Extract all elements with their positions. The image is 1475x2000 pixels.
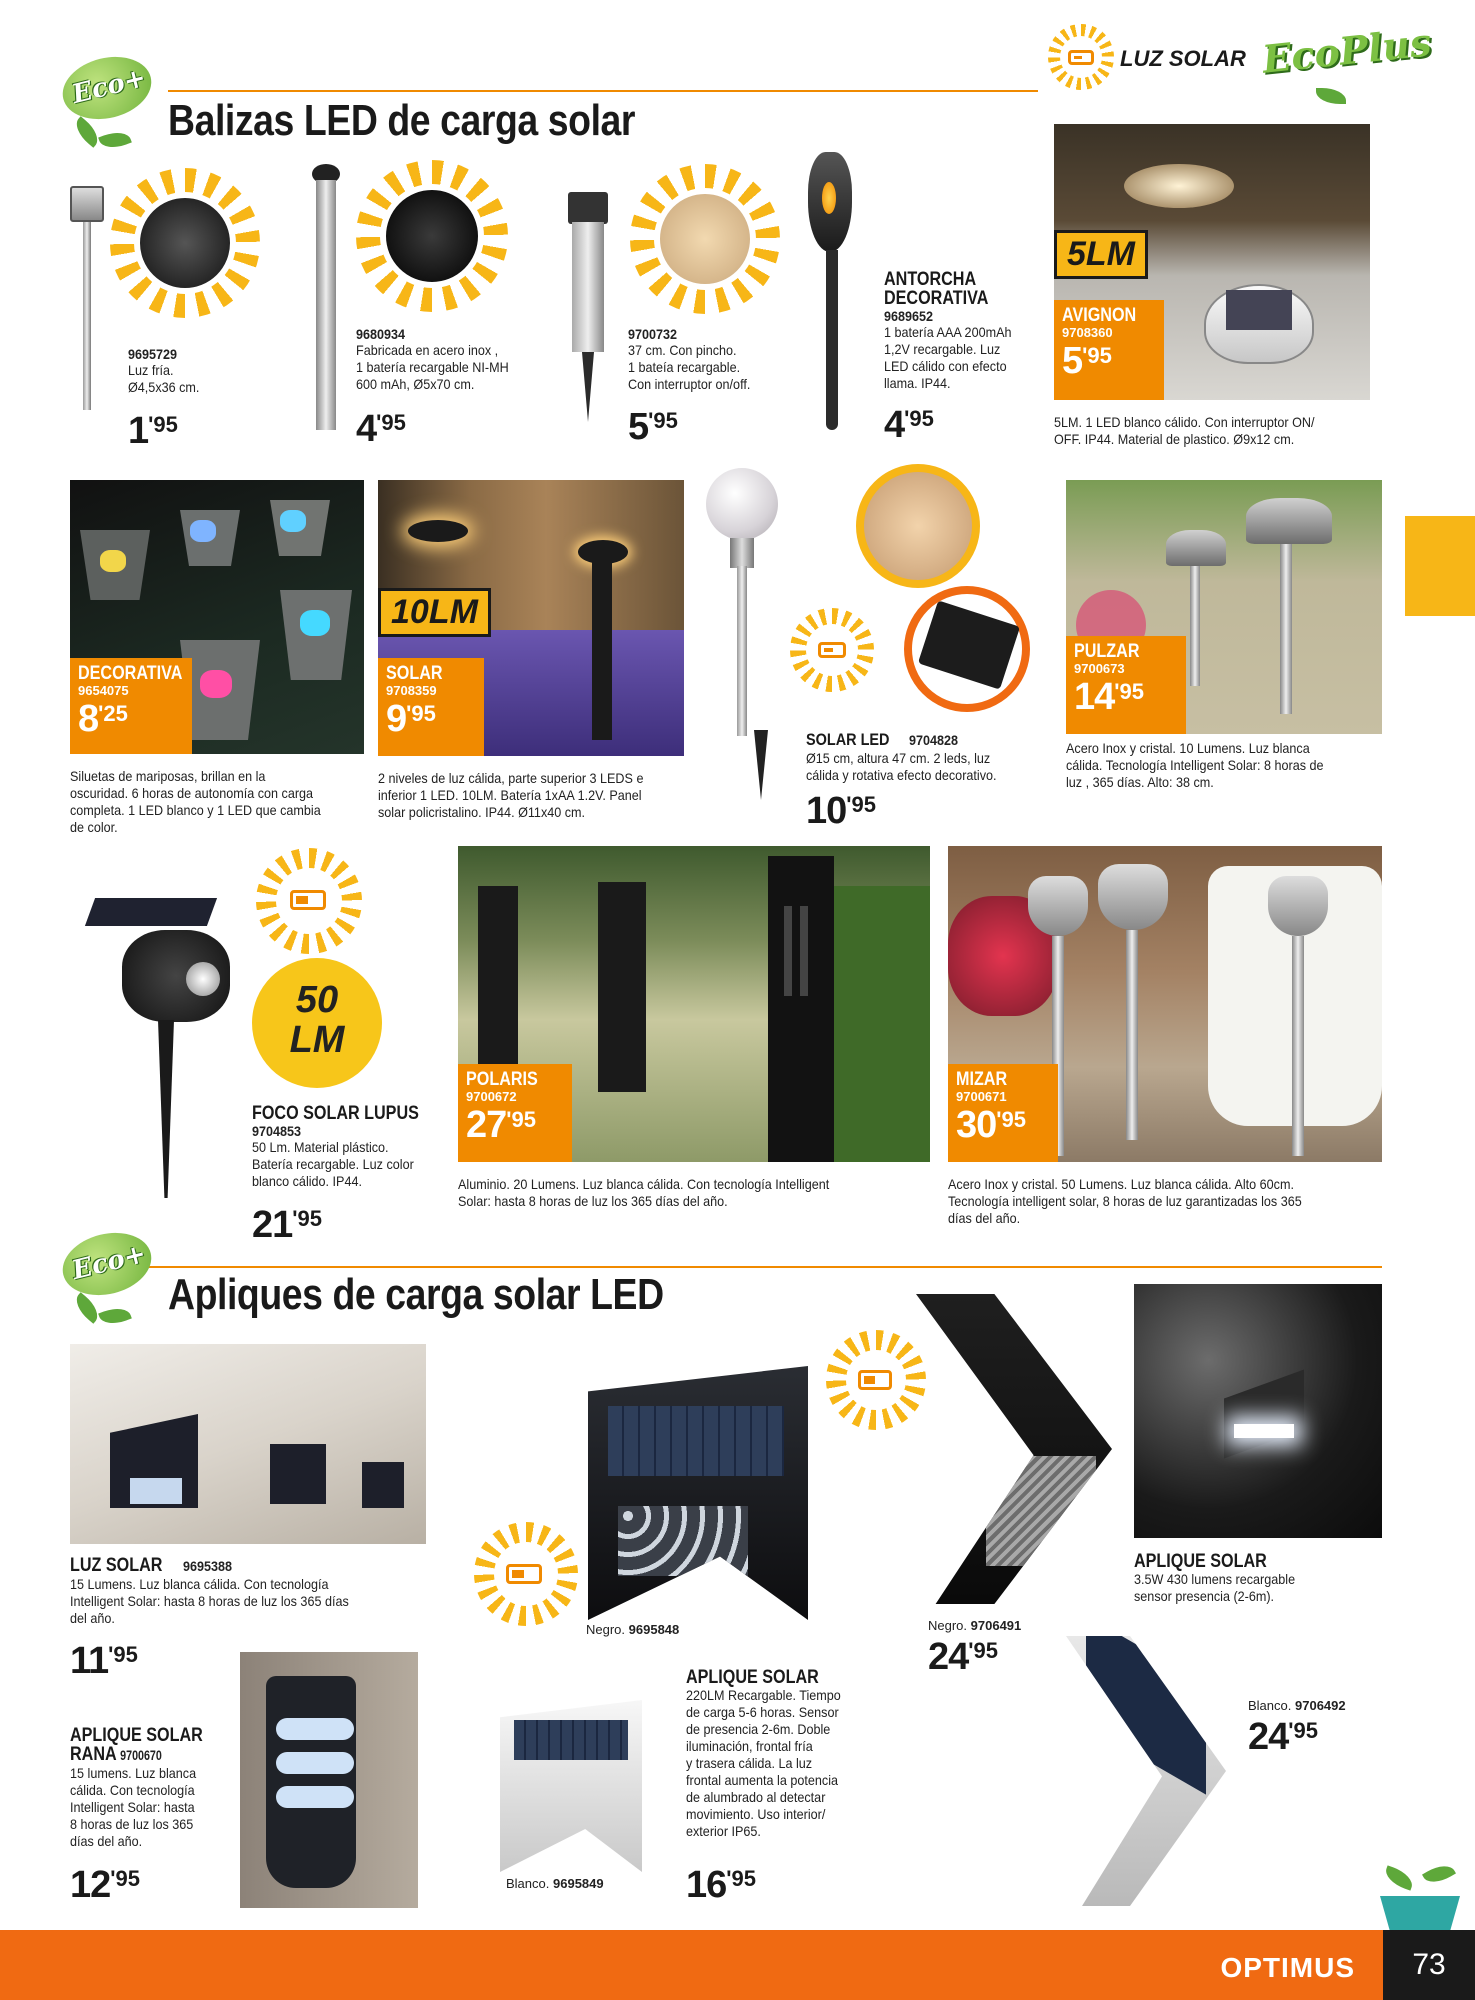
price: 24'95 [1248, 1716, 1318, 1758]
variant-negro: Negro. 9695848 [586, 1622, 680, 1637]
battery-icon [818, 642, 846, 658]
polaris-desc: Aluminio. 20 Lumens. Luz blanca cálida. Con tecnología Intelligent Solar: hasta 8 horas de luz los 365 días del año. [458, 1176, 830, 1209]
luz-solar-photo [70, 1344, 426, 1544]
product-desc: 3.5W 430 lumens recargable sensor presencia (2-6m). [1134, 1571, 1296, 1604]
globe-lamp-image [706, 468, 778, 540]
product-name: ANTORCHA DECORATIVA [884, 269, 989, 309]
ecoplus-logo: EcoPlus [1260, 19, 1434, 82]
price: 5'95 [628, 406, 678, 448]
product-name: APLIQUE SOLAR [1134, 1551, 1267, 1572]
price: 10'95 [806, 790, 876, 832]
leaf-icon [70, 1292, 103, 1324]
solar-desc: 2 niveles de luz cálida, parte superior 3 LEDS e inferior 1 LED. 10LM. Batería 1xAA 1.2V. Panel solar policristalino. IP44. Ø11x40 cm. [378, 770, 644, 820]
aplique-35w-negro-image [916, 1294, 1112, 1604]
aplique-35w-blanco-image [1066, 1636, 1226, 1906]
product-code: 9695388 [183, 1558, 233, 1574]
torch-flame [822, 182, 836, 214]
lumens-tag: 10LM [378, 588, 491, 637]
rana-photo [240, 1652, 418, 1908]
mizar-desc: Acero Inox y cristal. 50 Lumens. Luz blanca cálida. Alto 60cm. Tecnología intelligent solar, 8 horas de luz garantizadas los 365 días del año. [948, 1176, 1302, 1226]
price: 24'95 [928, 1636, 998, 1678]
product-code: 9704828 [908, 732, 958, 748]
lumens-circle [252, 958, 382, 1088]
aplique-35w-night-photo [1134, 1284, 1382, 1538]
product-code: 9704853 [252, 1123, 302, 1139]
product-desc: 15 Lumens. Luz blanca cálida. Con tecnología Intelligent Solar: hasta 8 horas de luz los 365 días del año. [70, 1576, 349, 1626]
globe-lamp-pole [737, 566, 747, 736]
product-name: LUZ SOLAR [70, 1555, 163, 1576]
price-tag-avignon: AVIGNON 9708360 5'95 [1054, 300, 1164, 400]
lamp-closeup [654, 188, 756, 290]
panel-closeup [904, 586, 1030, 712]
lumens-number: 50 [295, 979, 339, 1021]
product-code: 9695729 [128, 346, 178, 362]
lumens-tag: 5LM [1054, 230, 1148, 279]
price-tag-mizar: MIZAR 9700671 30'95 [948, 1064, 1058, 1162]
price: 11'95 [70, 1640, 138, 1682]
lumens-unit: LM [289, 1019, 345, 1061]
leaf-icon [98, 1303, 132, 1328]
price-tag-decorativa: DECORATIVA 9654075 8'25 [70, 658, 192, 754]
product-name: SOLAR LED [806, 730, 890, 749]
battery-icon [506, 1564, 542, 1584]
lupus-panel [85, 898, 217, 926]
leaf-icon [1316, 88, 1346, 104]
globe-lamp-neck [730, 538, 754, 568]
price: 4'95 [884, 404, 934, 446]
battery-icon [290, 890, 326, 910]
lamp-closeup [380, 184, 484, 288]
product-desc: 1 batería AAA 200mAh 1,2V recargable. Luz LED cálido con efecto llama. IP44. [884, 324, 1012, 391]
globe-closeup [856, 464, 980, 588]
baliza-lamp-image [572, 222, 604, 352]
aplique-negro-image [588, 1366, 808, 1620]
price-tag-pulzar: PULZAR 9700673 14'95 [1066, 636, 1186, 734]
price: 21'95 [252, 1204, 322, 1246]
baliza-lamp-image [568, 192, 608, 224]
leaf-icon [1382, 1865, 1416, 1890]
product-desc: 220LM Recargable. Tiempo de carga 5-6 horas. Sensor de presencia 2-6m. Doble iluminación, frontal fría y trasera cálida. La luz frontal aumenta la potencia de alumbrado al detectar movimiento. Uso interior/ exterior IP65. [686, 1687, 841, 1839]
pulzar-desc: Acero Inox y cristal. 10 Lumens. Luz blanca cálida. Tecnología Intelligent Solar: 8 horas de luz , 365 días. Alto: 38 cm. [1066, 740, 1324, 790]
section-rule [70, 1266, 1382, 1268]
product-desc: 37 cm. Con pincho. 1 bateía recargable. Con interruptor on/off. [628, 342, 751, 392]
footer [0, 1930, 1475, 2000]
product-code: 9700732 [628, 326, 678, 342]
price: 16'95 [686, 1864, 756, 1906]
variant-blanco: Blanco. 9695849 [506, 1876, 604, 1891]
side-tab [1405, 516, 1475, 616]
battery-icon [858, 1370, 892, 1390]
baliza-stake [582, 352, 594, 422]
section-title-balizas: Balizas LED de carga solar [168, 96, 636, 145]
section-title-apliques: Apliques de carga solar LED [168, 1270, 664, 1319]
product-code: 9680934 [356, 326, 406, 342]
torch-stake [826, 250, 838, 430]
section-rule [168, 90, 1038, 92]
baliza-lamp-image [316, 180, 336, 430]
price: 12'95 [70, 1864, 140, 1906]
lupus-stake [158, 1020, 174, 1198]
lupus-lens [186, 962, 220, 996]
product-code: 9689652 [884, 308, 934, 324]
product-desc: Fabricada en acero inox , 1 batería recargable NI-MH 600 mAh, Ø5x70 cm. [356, 342, 509, 392]
product-desc: Luz fría. Ø4,5x36 cm. [128, 362, 200, 395]
product-desc: 50 Lm. Material plástico. Batería recargable. Luz color blanco cálido. IP44. [252, 1139, 414, 1189]
avignon-desc: 5LM. 1 LED blanco cálido. Con interruptor ON/ OFF. IP44. Material de plastico. Ø9x12 cm. [1054, 414, 1315, 447]
battery-icon [1068, 50, 1094, 65]
product-desc: 15 lumens. Luz blanca cálida. Con tecnología Intelligent Solar: hasta 8 horas de luz los 365 días del año. [70, 1765, 197, 1849]
variant-negro: Negro. 9706491 [928, 1618, 1022, 1633]
price-tag-solar: SOLAR 9708359 9'95 [378, 658, 484, 756]
leaf-icon [70, 116, 103, 148]
aplique-blanco-image [500, 1700, 642, 1872]
product-desc: Ø15 cm, altura 47 cm. 2 leds, luz cálida y rotativa efecto decorativo. [806, 750, 997, 783]
leaf-icon [98, 127, 132, 152]
price: 4'95 [356, 408, 406, 450]
baliza-stake [83, 222, 91, 410]
eco-badge: Eco+ [56, 1224, 158, 1304]
decorativa-desc: Siluetas de mariposas, brillan en la oscuridad. 6 horas de autonomía con carga completa. 1 LED blanco y 1 LED que cambia de color. [70, 768, 321, 835]
baliza-lamp-image [70, 186, 104, 222]
product-name: APLIQUE SOLAR RANA 9700670 [70, 1725, 203, 1765]
globe-lamp-stake [754, 730, 768, 800]
brand-logo: OPTIMUS [1220, 1952, 1355, 1983]
price: 1'95 [128, 410, 178, 452]
product-name: APLIQUE SOLAR [686, 1667, 819, 1688]
lamp-closeup [134, 192, 236, 294]
eco-badge: Eco+ [56, 48, 158, 128]
luz-solar-label: LUZ SOLAR [1120, 46, 1246, 71]
variant-blanco: Blanco. 9706492 [1248, 1698, 1346, 1713]
page-number: 73 [1383, 1930, 1475, 2000]
product-name: FOCO SOLAR LUPUS [252, 1103, 419, 1124]
plant-pot-icon [1380, 1896, 1460, 1930]
leaf-icon [1422, 1860, 1456, 1889]
price-tag-polaris: POLARIS 9700672 27'95 [458, 1064, 572, 1162]
